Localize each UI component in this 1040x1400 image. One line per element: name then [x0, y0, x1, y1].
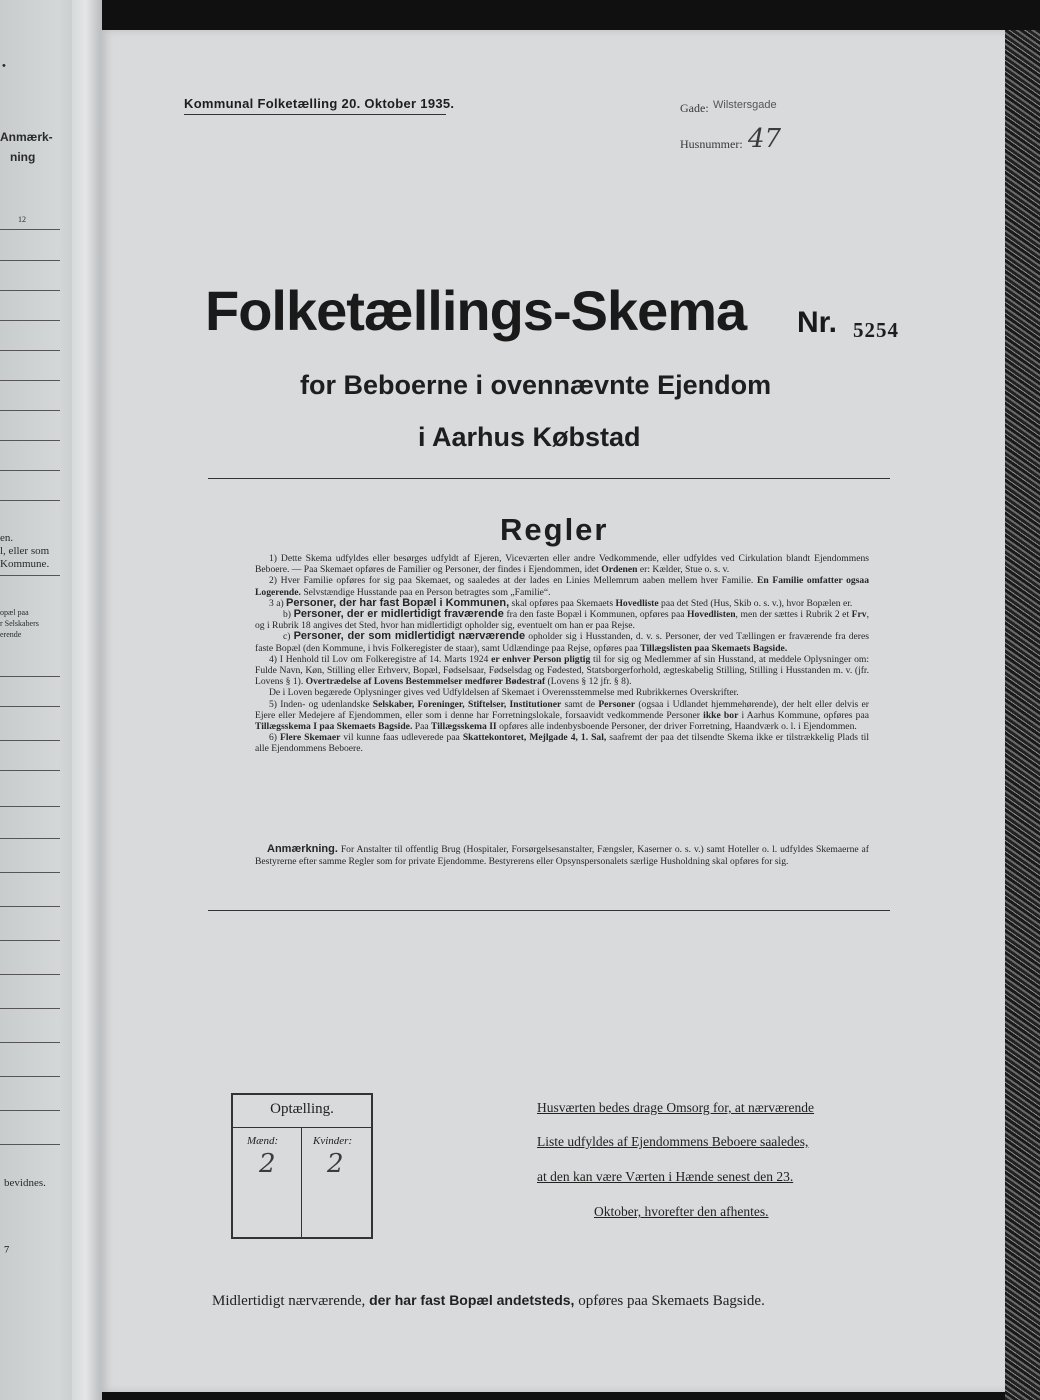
left-page-rule [0, 770, 60, 771]
left-page-rule [0, 706, 60, 707]
left-page-fragment: l, eller som [0, 545, 50, 557]
count-box-column-divider [301, 1127, 302, 1237]
census-title-underline [184, 114, 446, 115]
women-count-value: 2 [327, 1149, 344, 1179]
left-page-fragment: opæl paa [0, 608, 29, 617]
street-value: Wilstersgade [713, 99, 777, 111]
left-page-rule [0, 806, 60, 807]
left-page-rule [0, 410, 60, 411]
left-page-rule [0, 1110, 60, 1111]
rule-4-note: De i Loven begærede Oplysninger gives ved Udfyldelsen af Skemaet i Overensstemmelse med Rubrikkernes Overskrifter. [269, 687, 739, 699]
left-page-rule [0, 906, 60, 907]
left-page-rule [0, 575, 60, 576]
rules-heading: Regler [500, 512, 609, 547]
form-number-value: 5254 [853, 318, 899, 342]
form-title: Folketællings-Skema [205, 279, 747, 342]
rule-4: 4) I Henhold til Lov om Folkeregistre af 14. Marts 1924 er enhver Person pligtig til for sig og Medlemmer af sin Husstand, at meddele Oplysninger om: Fulde Navn, Køn, Stilling eller Erhverv, Bopæl, Fødselsaar, Fødselsdag og Fødested, Statsborgerforhold, ægteskabelig Stilling, Stilling i Husstanden m. v. (jfr. Lovens § 1). Overtrædelse af Lovens Bestemmelser medfører Bødestraf (Lovens § 12 jfr. § 8). [255, 653, 869, 688]
count-box [231, 1093, 373, 1239]
left-page-rule [0, 229, 60, 230]
landlord-notice-line: Liste udfyldes af Ejendommens Beboere saaledes, [537, 1134, 809, 1149]
left-page-fragment: 12 [18, 215, 26, 224]
annotation-label: Anmærkning. [267, 843, 338, 855]
men-count-value: 2 [259, 1149, 276, 1179]
house-number-value: 47 [748, 124, 782, 154]
annotation-text: Anmærkning. For Anstalter til offentlig Brug (Hospitaler, Forsørgelsesanstalter, Fængsler, Kaserner o. s. v.) samt Hoteller o. l. udfyldes Skemaerne af Bestyrerne efter samme Regler som for private Ejendomme. Bestyrerens eller Opsynspersonalets særlige Husholdning skal opføres for sig. [255, 843, 869, 867]
left-page-rule [0, 1076, 60, 1077]
left-page-rule [0, 440, 60, 441]
left-page-rule [0, 290, 60, 291]
street-label: Gade: [680, 101, 709, 115]
left-page-fragment: en. [0, 532, 14, 544]
landlord-notice-line: Husværten bedes drage Omsorg for, at nærværende [537, 1100, 815, 1115]
left-page-rule [0, 872, 60, 873]
left-page-rule [0, 380, 60, 381]
left-page-rule [0, 940, 60, 941]
book-gutter [72, 0, 102, 1400]
rules-text [255, 553, 869, 755]
left-page-bullet: • [2, 60, 6, 72]
left-page-rule [0, 1008, 60, 1009]
left-page-rule [0, 320, 60, 321]
rules-divider [208, 910, 890, 911]
left-page-rule [0, 1144, 60, 1145]
left-page-rule [0, 350, 60, 351]
left-page-rule [0, 470, 60, 471]
count-box-divider [233, 1127, 371, 1128]
men-label: Mænd: [247, 1135, 279, 1147]
title-divider [208, 478, 890, 479]
left-page-rule [0, 260, 60, 261]
women-label: Kvinder: [313, 1135, 353, 1147]
count-title: Optælling. [270, 1101, 334, 1117]
left-page-rule [0, 974, 60, 975]
form-subtitle-city: i Aarhus Købstad [418, 422, 641, 452]
left-page-fragment: ning [10, 150, 36, 164]
rule-3b: b) Personer, der er midlertidigt fraværende fra den faste Bopæl i Kommunen, opføres paa Hovedlisten, men der sættes i Rubrik 2 et Frv, og i Rubrik 18 angives det Sted, hvor han midlertidigt opholder sig, eventuelt om han er paa Rejse. [255, 608, 869, 632]
left-page-fragment: Anmærk- [0, 130, 53, 144]
marbled-cover-edge [1005, 30, 1040, 1400]
rule-6: 6) Flere Skemaer vil kunne faas udleverede paa Skattekontoret, Mejlgade 4, 1. Sal, saafremt der paa det tilsendte Skema ikke er tilstrækkelig Plads til alle Ejendommens Beboere. [255, 732, 869, 755]
left-page-fragment: ⁷ [4, 1244, 10, 1261]
rule-3c: c) Personer, der som midlertidigt nærværende opholder sig i Husstanden, d. v. s. Personer, der ved Tællingen er fraværende fra deres faste Bopæl (den Kommune, i hvis Folkeregister de staar), samt Udlændinge paa Rejse, opføres paa Tillægslisten paa Skemaets Bagside. [255, 630, 869, 654]
left-page-rule [0, 500, 60, 501]
left-page-rule [0, 676, 60, 677]
left-page-fragment: bevidnes. [4, 1177, 46, 1189]
left-page-fragment: r Selskabers [0, 619, 39, 628]
house-number-label: Husnummer: [680, 137, 743, 151]
left-page-rule [0, 740, 60, 741]
rule-3a: 3 a) Personer, der har fast Bopæl i Kommunen, skal opføres paa Skemaets Hovedliste paa det Sted (Hus, Skib o. s. v.), hvor Bopælen er. [269, 596, 853, 609]
landlord-notice-line: at den kan være Værten i Hænde senest den 23. [537, 1169, 794, 1184]
form-subtitle: for Beboerne i ovennævnte Ejendom [300, 370, 772, 400]
left-page-rule [0, 1042, 60, 1043]
landlord-notice-line: Oktober, hvorefter den afhentes. [594, 1204, 769, 1219]
left-page-fragment: Kommune. [0, 558, 50, 570]
rule-1: 1) Dette Skema udfyldes eller besørges udfyldt af Ejeren, Viceværten eller andre Vedkommende, eller udfyldes ved Cirkulation blandt Ejendommens Beboere. — Paa Skemaet opføres de Familier og Personer, der findes i Ejendommen, idet Ordenen er: Kælder, Stue o. s. v. [255, 553, 869, 576]
rule-5: 5) Inden- og udenlandske Selskaber, Foreninger, Stiftelser, Institutioner samt de Personer (ogsaa i Udlandet hjemmehørende), der helt eller delvis er Ejere eller Medejere af Ejendommen, eller som i denne har Forretningslokale, forsaavidt vedkommende Personer ikke bor i Aarhus Kommune, opføres paa Tillægsskema I paa Skemaets Bagside. Paa Tillægsskema II opføres alle indenbysboende Personer, der driver Forretning, Haandværk o. l. i Ejendommen. [255, 698, 869, 733]
left-page-rule [0, 838, 60, 839]
footer-note: Midlertidigt nærværende, der har fast Bopæl andetsteds, opføres paa Skemaets Bagside. [212, 1292, 765, 1309]
form-number-label: Nr. [797, 306, 838, 339]
census-title: Kommunal Folketælling 20. Oktober 1935. [184, 96, 455, 111]
left-page-fragment: erende [0, 630, 22, 639]
rule-2: 2) Hver Familie opføres for sig paa Skemaet, og saaledes at der lades en Linies Mellemrum aaben mellem hver Familie. En Familie omfatter ogsaa Logerende. Selvstændige Husstande paa en Person betragtes som „Familie“. [255, 575, 869, 598]
